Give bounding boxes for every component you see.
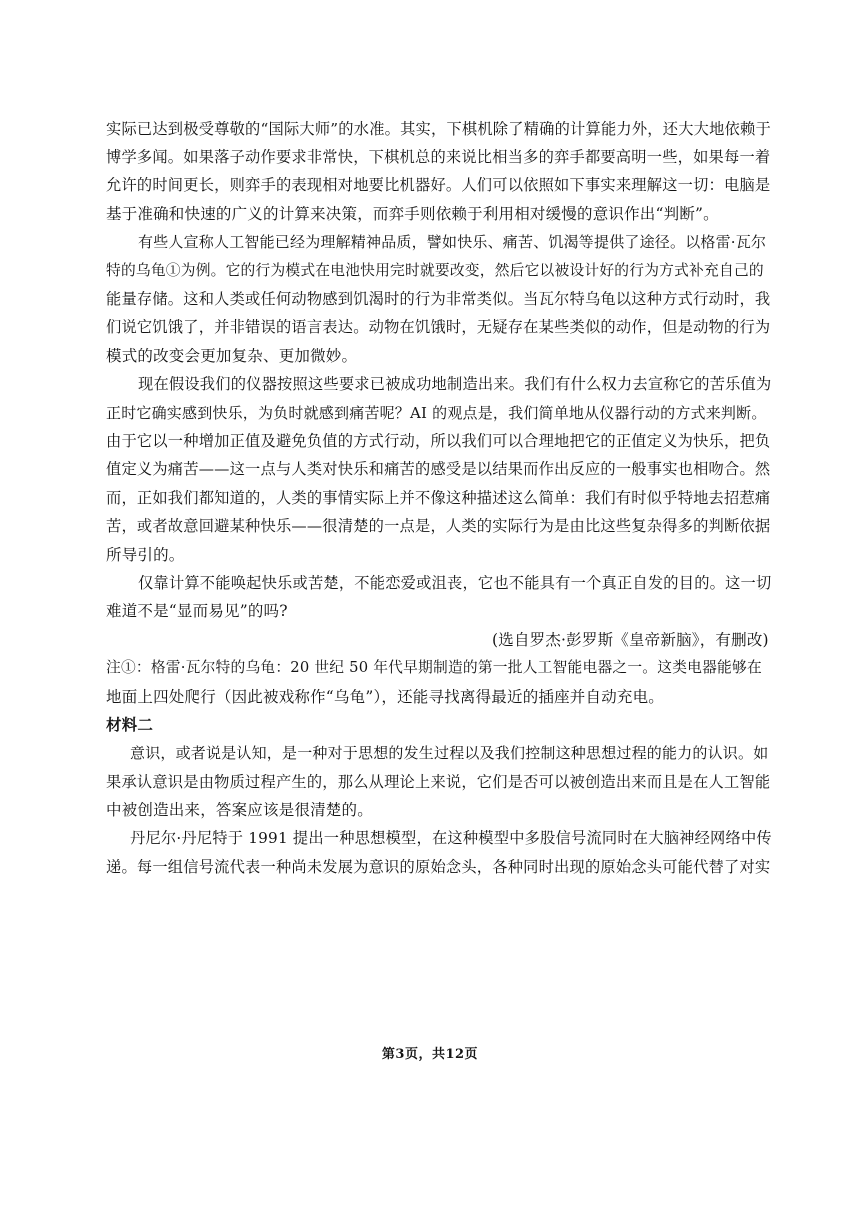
- paragraph-3-line-1: 现在假设我们的仪器按照这些要求已被成功地制造出来。我们有什么权力去宣称它的苦乐值为: [138, 375, 772, 393]
- paragraph-4-line-1: 仅靠计算不能唤起快乐或苦楚，不能恋爱或沮丧，它也不能具有一个真正自发的目的。这一切: [138, 574, 772, 592]
- paragraph-3-line-5: 而，正如我们都知道的，人类的事情实际上并不像这种描述这么简单：我们有时似乎特地去招惹痛: [106, 489, 771, 507]
- footnote-line-1: 注①：格雷·瓦尔特的乌龟：20 世纪 50 年代早期制造的第一批人工智能电器之一。这类电器能够在: [106, 659, 762, 676]
- paragraph-3-line-7: 所导引的。: [106, 546, 185, 564]
- paragraph-2-line-5: 模式的改变会更加复杂、更加微妙。: [106, 347, 358, 365]
- paragraph-5-line-3: 中被创造出来，答案应该是很清楚的。: [106, 801, 373, 819]
- paragraph-5-line-2: 果承认意识是由物质过程产生的，那么从理论上来说，它们是否可以被创造出来而且是在人工智能: [106, 773, 771, 791]
- paragraph-6-line-2: 递。每一组信号流代表一种尚未发展为意识的原始念头，各种同时出现的原始念头可能代替了对实: [106, 858, 771, 876]
- source-citation: (选自罗杰·彭罗斯《皇帝新脑》，有删改): [492, 631, 769, 649]
- paragraph-2-line-1: 有些人宣称人工智能已经为理解精神品质，譬如快乐、痛苦、饥渴等提供了途径。以格雷·瓦尔: [138, 233, 767, 251]
- paragraph-1-line-1: 实际已达到极受尊敬的“国际大师”的水准。其实，下棋机除了精确的计算能力外，还大大地依赖于: [106, 120, 771, 138]
- paragraph-2-line-4: 们说它饥饿了，并非错误的语言表达。动物在饥饿时，无疑存在某些类似的动作，但是动物的行为: [106, 318, 771, 336]
- paragraph-5-line-1: 意识，或者说是认知，是一种对于思想的发生过程以及我们控制这种思想过程的能力的认识。如: [130, 744, 769, 762]
- paragraph-4-line-2: 难道不是“显而易见”的吗?: [106, 602, 288, 620]
- paragraph-3-line-6: 苦，或者故意回避某种快乐——很清楚的一点是，人类的实际行为是由比这些复杂得多的判断依据: [106, 517, 771, 535]
- paragraph-3-line-2: 正时它确实感到快乐，为负时就感到痛苦呢？AI 的观点是，我们简单地从仪器行动的方式来判断。: [106, 404, 767, 422]
- page-number-footer: 第3页，共12页: [381, 1047, 479, 1062]
- section-heading-material-2: 材料二: [106, 715, 154, 734]
- paragraph-1-line-3: 允许的时间更长，则弈手的表现相对地要比机器好。人们可以依照如下事实来理解这一切：电脑是: [106, 176, 771, 194]
- paragraph-6-line-1: 丹尼尔·丹尼特于 1991 提出一种思想模型，在这种模型中多股信号流同时在大脑神经网络中传: [130, 829, 772, 847]
- paragraph-1-line-4: 基于准确和快速的广义的计算来决策，而弈手则依赖于利用相对缓慢的意识作出“判断”。: [106, 205, 719, 223]
- paragraph-3-line-4: 值定义为痛苦——这一点与人类对快乐和痛苦的感受是以结果而作出反应的一般事实也相吻合。然: [106, 460, 771, 478]
- paragraph-1-line-2: 博学多闻。如果落子动作要求非常快，下棋机总的来说比相当多的弈手都要高明一些，如果每一着: [106, 148, 771, 166]
- footnote-line-2: 地面上四处爬行（因此被戏称作“乌龟”），还能寻找离得最近的插座并自动充电。: [106, 688, 665, 706]
- paragraph-2-line-2: 特的乌龟①为例。它的行为模式在电池快用完时就要改变，然后它以被设计好的行为方式补充自己的: [106, 262, 764, 279]
- paragraph-3-line-3: 由于它以一种增加正值及避免负值的方式行动，所以我们可以合理地把它的正值定义为快乐，把负: [106, 432, 771, 450]
- paragraph-2-line-3: 能量存储。这和人类或任何动物感到饥渴时的行为非常类似。当瓦尔特乌龟以这种方式行动时，我: [106, 290, 771, 308]
